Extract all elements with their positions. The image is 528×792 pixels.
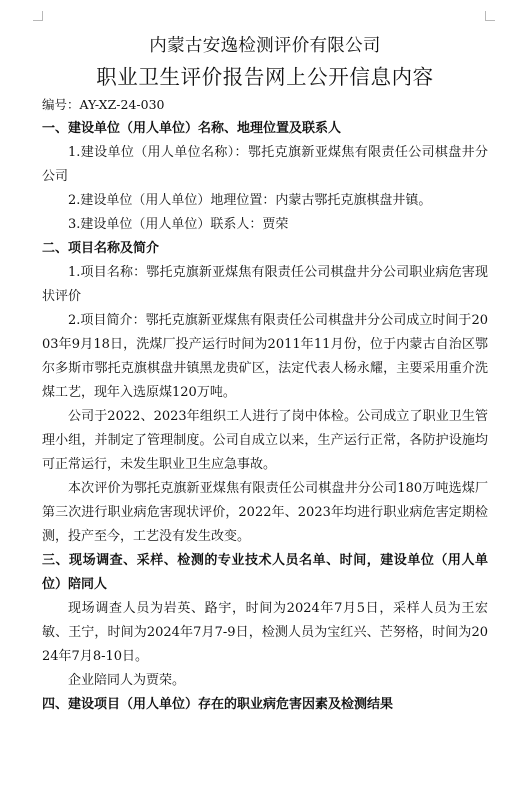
section-2-paragraph-3: 本次评价为鄂托克旗新亚煤焦有限责任公司棋盘井分公司180万吨选煤厂第三次进行职业病危害现状评价，2022年、2023年均进行职业病危害定期检测，投产至今，工艺没有发生改变。 <box>42 481 488 544</box>
section-3-paragraph-2: 企业陪同人为贾荣。 <box>68 673 186 688</box>
section-1-item-1: 1.建设单位（用人单位名称）：鄂托克旗新亚煤焦有限责任公司棋盘井分公司 <box>42 145 488 184</box>
section-1-item-2: 2.建设单位（用人单位）地理位置：内蒙古鄂托克旗棋盘井镇。 <box>68 193 432 208</box>
section-1-item-3: 3.建设单位（用人单位）联系人：贾荣 <box>68 217 289 232</box>
section-2-heading: 二、项目名称及简介 <box>42 241 160 256</box>
section-2-item-1: 1.项目名称：鄂托克旗新亚煤焦有限责任公司棋盘井分公司职业病危害现状评价 <box>42 265 488 304</box>
organization-title: 内蒙古安逸检测评价有限公司 <box>149 36 381 56</box>
section-2-paragraph-2: 公司于2022、2023年组织工人进行了岗中体检。公司成立了职业卫生管理小组，并制定了管理制度。公司自成立以来，生产运行正常，各防护设施均可正常运行，未发生职业卫生应急事故。 <box>42 409 488 472</box>
page-corner-mark-top-right <box>485 11 495 21</box>
document-code: 编号：AY-XZ-24-030 <box>42 97 165 112</box>
section-4-heading: 四、建设项目（用人单位）存在的职业病危害因素及检测结果 <box>42 697 394 712</box>
document-title: 职业卫生评价报告网上公开信息内容 <box>96 65 434 89</box>
section-2-item-2: 2.项目简介：鄂托克旗新亚煤焦有限责任公司棋盘井分公司成立时间于2003年9月18日，洗煤厂投产运行时间为2011年11月份，位于内蒙古自治区鄂尔多斯市鄂托克旗棋盘井镇黑龙贵矿区，法定代表人杨永耀，主要采用重介洗煤工艺，现年入选原煤120万吨。 <box>42 313 488 400</box>
section-1-heading: 一、建设单位（用人单位）名称、地理位置及联系人 <box>42 121 342 136</box>
section-3-paragraph-1: 现场调查人员为岩英、路宇，时间为2024年7月5日，采样人员为王宏敏、王宁，时间为2024年7月7-9日，检测人员为宝红兴、芒努格，时间为2024年7月8-10日。 <box>42 601 488 664</box>
section-3-heading: 三、现场调查、采样、检测的专业技术人员名单、时间，建设单位（用人单位）陪同人 <box>42 553 488 592</box>
document-page <box>42 32 488 717</box>
page-corner-mark-top-left <box>33 11 43 21</box>
